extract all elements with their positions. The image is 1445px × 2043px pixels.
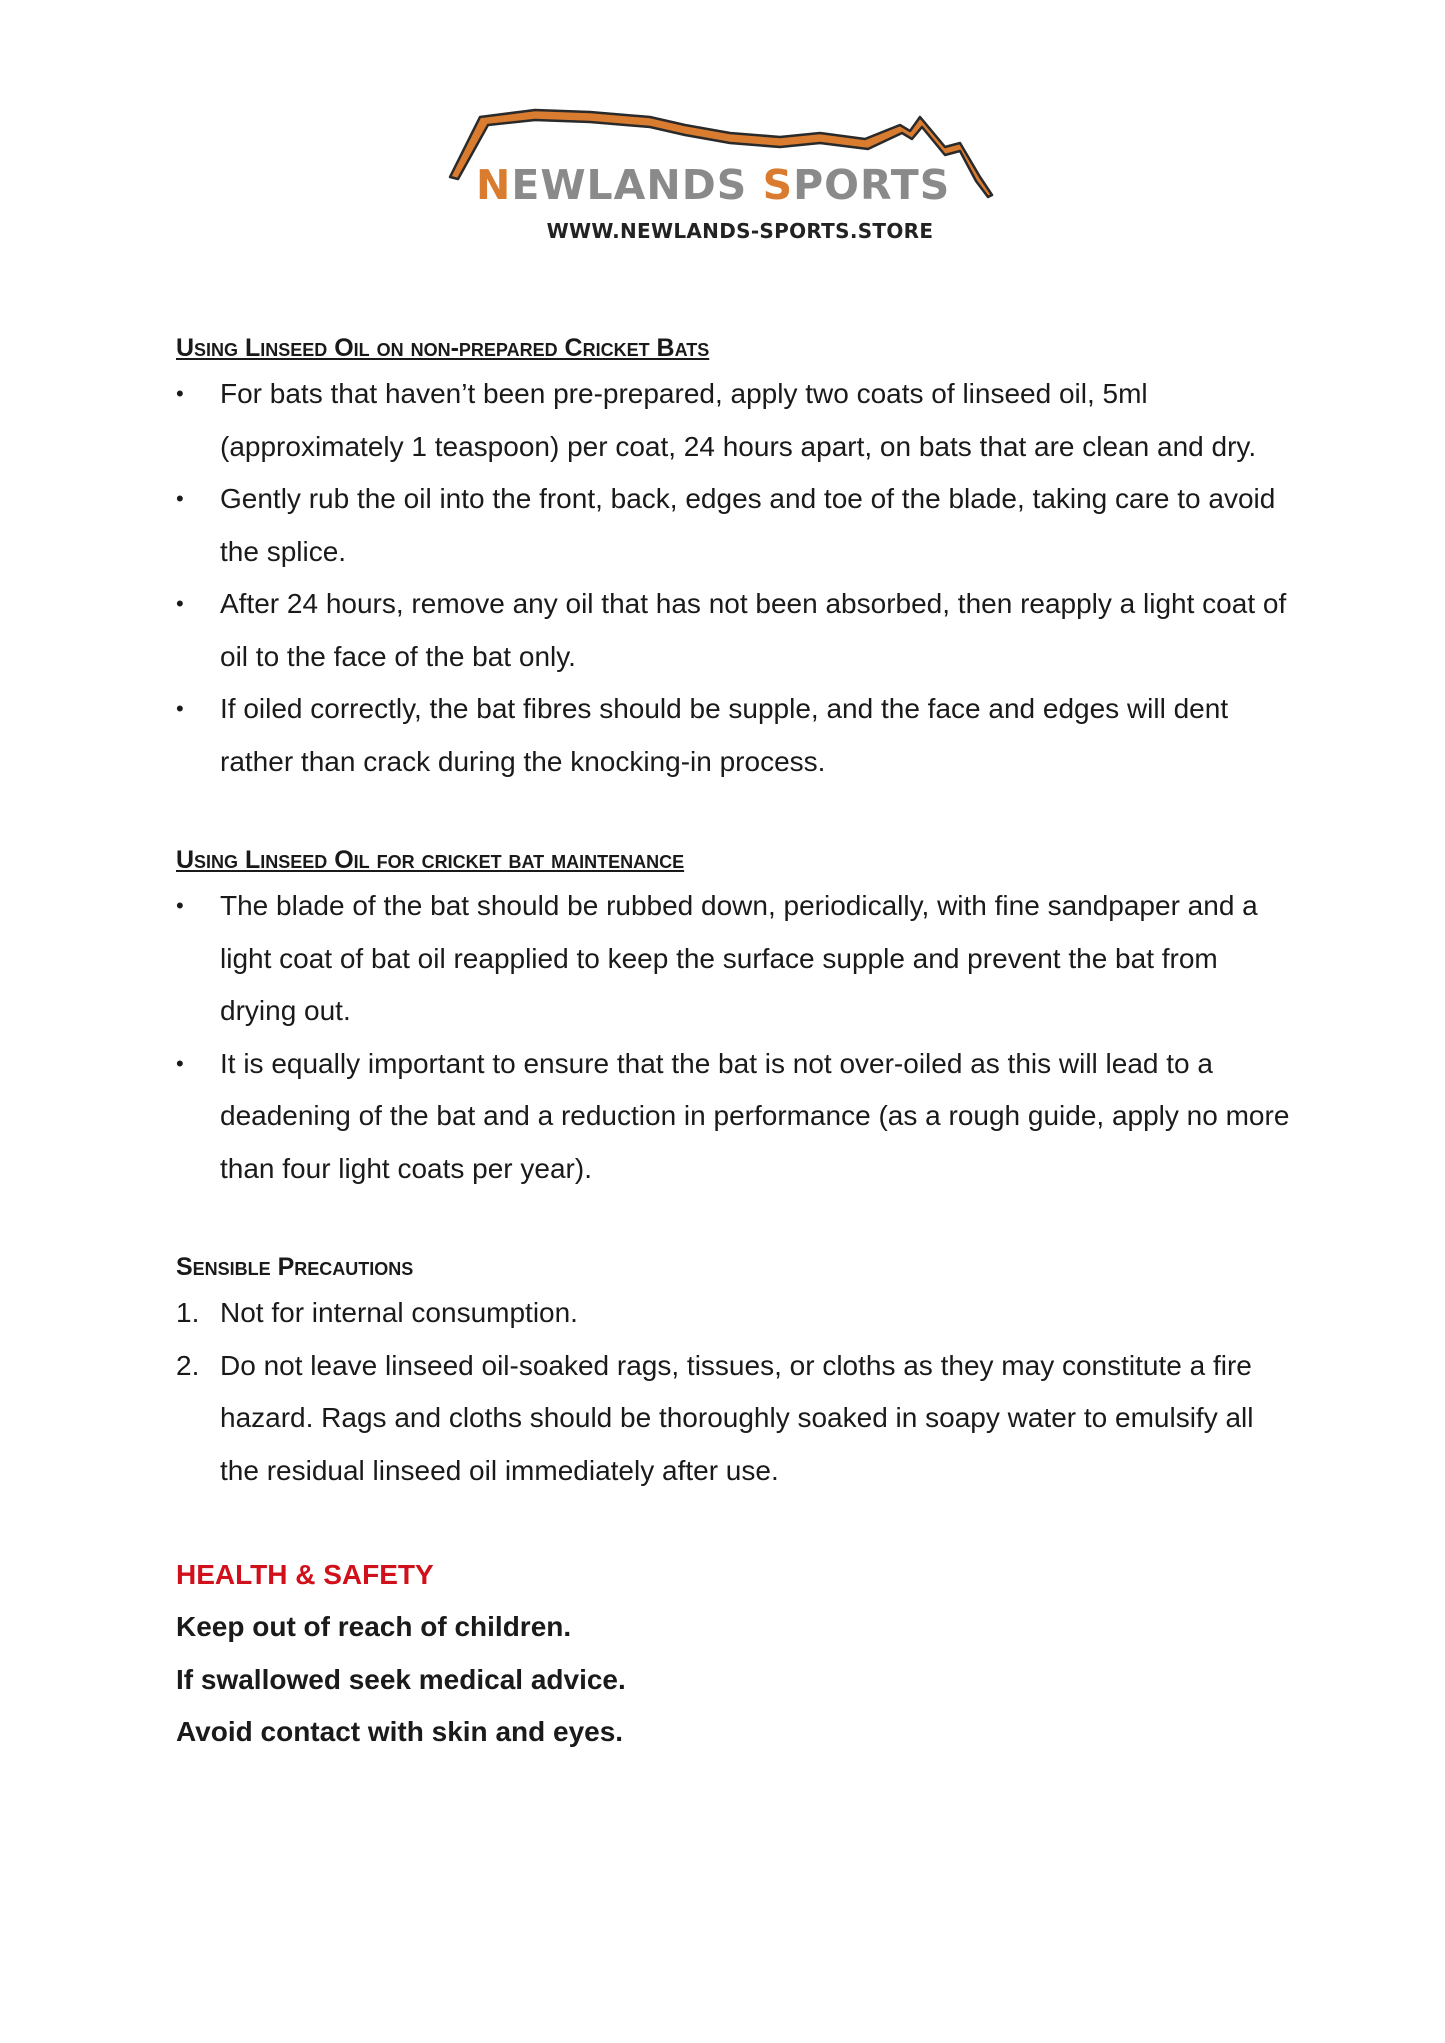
store-url: WWW.NEWLANDS-SPORTS.STORE — [546, 219, 934, 243]
bullet-icon: • — [176, 591, 184, 616]
numbered-list — [176, 1287, 1296, 1497]
list-number: 1. — [176, 1297, 200, 1328]
section-heading: Sensible Precautions — [176, 1253, 414, 1281]
bullet-icon: • — [176, 696, 184, 721]
section-sensible-precautions — [176, 1247, 1296, 1497]
list-item: • If oiled correctly, the bat fibres should be supple, and the face and edges will dent rather than crack during the knocking-in process. — [176, 683, 1296, 788]
health-safety-line: Avoid contact with skin and eyes. — [176, 1716, 624, 1747]
list-item: • For bats that haven’t been pre-prepared, apply two coats of linseed oil, 5ml (approximately 1 teaspoon) per coat, 24 hours apart, on bats that are clean and dry. — [176, 368, 1296, 473]
list-item: • After 24 hours, remove any oil that has not been absorbed, then reapply a light coat of oil to the face of the bat only. — [176, 578, 1296, 683]
brand-wordmark: NEWLANDS SPORTS — [476, 161, 951, 209]
document-body — [176, 328, 1296, 1759]
newlands-sports-logo — [440, 95, 1020, 255]
bullet-icon: • — [176, 893, 184, 918]
health-safety-line: Keep out of reach of children. — [176, 1611, 572, 1642]
section-heading: Using Linseed Oil on non-prepared Cricket Bats — [176, 334, 710, 362]
health-safety-line: If swallowed seek medical advice. — [176, 1663, 626, 1695]
bullet-icon: • — [176, 381, 184, 406]
bullet-list — [176, 880, 1296, 1195]
section-bat-maintenance — [176, 840, 1296, 1195]
bullet-list — [176, 368, 1296, 788]
list-item: 2. Do not leave linseed oil-soaked rags, tissues, or cloths as they may constitute a fire hazard. Rags and cloths should be thoroughly soaked in soapy water to emulsify all the residual linseed oil immediately after use. — [176, 1340, 1296, 1498]
bullet-icon: • — [176, 486, 184, 511]
list-item: • It is equally important to ensure that the bat is not over-oiled as this will lead to a deadening of the bat and a reduction in performance (as a rough guide, apply no more than four light coats per year). — [176, 1038, 1296, 1196]
section-health-safety — [176, 1549, 1296, 1759]
bullet-icon: • — [176, 1050, 184, 1076]
list-item: • Gently rub the oil into the front, back, edges and toe of the blade, taking care to avoid the splice. — [176, 473, 1296, 578]
section-non-prepared-bats — [176, 328, 1296, 788]
list-number: 2. — [176, 1349, 200, 1381]
list-item: 1. Not for internal consumption. — [176, 1287, 1296, 1340]
health-safety-title: HEALTH & SAFETY — [176, 1559, 434, 1590]
list-item: • The blade of the bat should be rubbed down, periodically, with fine sandpaper and a light coat of bat oil reapplied to keep the surface supple and prevent the bat from drying out. — [176, 880, 1296, 1038]
section-heading: Using Linseed Oil for cricket bat maintenance — [176, 846, 685, 874]
